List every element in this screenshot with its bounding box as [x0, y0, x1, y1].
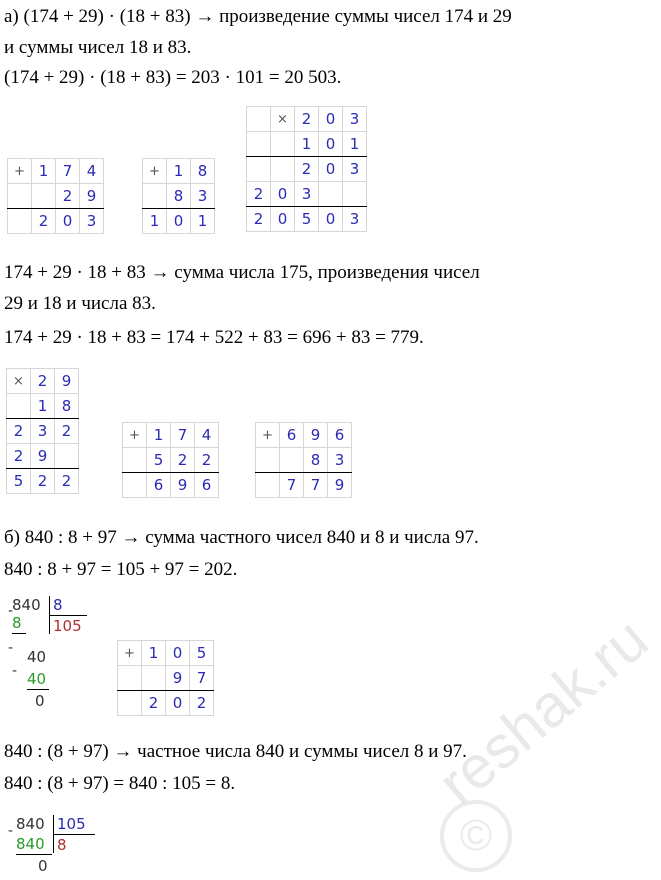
grid-cell: 1 [142, 641, 166, 666]
line-a-description: и суммы чисел 18 и 83. [4, 37, 192, 58]
grid-cell [123, 448, 147, 473]
line-a-expression: а) (174 + 29) · (18 + 83) → произведение суммы чисел 174 и 29 [4, 6, 512, 27]
grid-cell [319, 182, 343, 207]
grid-cell: 9 [328, 473, 352, 498]
sum-174-522-grid [122, 422, 219, 498]
line-b-result: 840 : 8 + 97 = 105 + 97 = 202. [4, 559, 238, 580]
grid-cell: 5 [7, 469, 31, 494]
grid-cell: 1 [32, 159, 56, 184]
grid-cell: 0 [319, 107, 343, 132]
grid-cell: 2 [31, 469, 55, 494]
sum-174-29-grid [7, 158, 104, 234]
grid-cell: 2 [55, 419, 79, 444]
product-29-18-grid [6, 368, 79, 494]
line-b-expression: б) 840 : 8 + 97 → сумма частного чисел 840 и 8 и числа 97. [4, 527, 479, 548]
grid-cell: 0 [166, 691, 190, 716]
grid-cell: 7 [280, 473, 304, 498]
watermark-text: reshak.ru [425, 604, 661, 818]
grid-row [123, 448, 219, 473]
grid-row [247, 182, 367, 207]
divisor: 8 [53, 596, 63, 614]
grid-row [7, 469, 79, 494]
grid-cell: 4 [195, 423, 219, 448]
line-a-result: (174 + 29) · (18 + 83) = 203 · 101 = 20 503. [4, 67, 342, 88]
grid-cell: 3 [343, 207, 367, 232]
grid-cell: 1 [295, 132, 319, 157]
grid-cell: 3 [295, 182, 319, 207]
grid-cell: 0 [319, 132, 343, 157]
grid-cell: 3 [343, 157, 367, 182]
grid-row [8, 159, 104, 184]
remainder-1: 40 [27, 648, 47, 666]
grid-row [256, 473, 352, 498]
grid-cell: 2 [171, 448, 195, 473]
line-a2-result: 174 + 29 · 18 + 83 = 174 + 522 + 83 = 696 + 83 = 779. [4, 327, 424, 348]
line-b2-expression: 840 : (8 + 97) → частное числа 840 и суммы чисел 8 и 97. [4, 741, 467, 762]
quotient: 105 [53, 617, 82, 635]
grid-cell: 6 [280, 423, 304, 448]
grid-cell: 3 [343, 107, 367, 132]
grid-cell: 2 [295, 157, 319, 182]
grid-cell: 9 [55, 369, 79, 394]
grid-cell [142, 666, 166, 691]
line-b2-result: 840 : (8 + 97) = 840 : 105 = 8. [4, 773, 236, 794]
grid-cell: 3 [80, 209, 104, 234]
long-division-840-by-105 [4, 813, 114, 879]
grid-cell: 3 [31, 419, 55, 444]
grid-cell: 1 [191, 209, 215, 234]
grid-cell [55, 444, 79, 469]
grid-cell: 2 [55, 469, 79, 494]
grid-cell: 1 [343, 132, 367, 157]
dividend: 840 [16, 815, 45, 833]
grid-cell: × [271, 107, 295, 132]
grid-cell: 2 [142, 691, 166, 716]
line-a2-expression: 174 + 29 · 18 + 83 → сумма числа 175, произведения чисел [4, 262, 480, 283]
grid-row [247, 157, 367, 182]
grid-cell: 9 [304, 423, 328, 448]
grid-row [118, 666, 214, 691]
grid-cell [280, 448, 304, 473]
grid-cell: 8 [304, 448, 328, 473]
grid-cell [256, 473, 280, 498]
grid-cell [8, 209, 32, 234]
grid-cell: 2 [247, 207, 271, 232]
grid-cell: × [7, 369, 31, 394]
grid-cell: 6 [328, 423, 352, 448]
grid-cell: 0 [167, 209, 191, 234]
grid-row [123, 473, 219, 498]
grid-cell [271, 157, 295, 182]
grid-cell: 2 [247, 182, 271, 207]
grid-cell: + [8, 159, 32, 184]
grid-cell: 9 [171, 473, 195, 498]
subtrahend: 840 [16, 835, 45, 853]
grid-cell [118, 691, 142, 716]
grid-row [247, 207, 367, 232]
grid-cell: 0 [319, 157, 343, 182]
grid-cell: + [118, 641, 142, 666]
grid-cell [118, 666, 142, 691]
sum-696-83-grid [255, 422, 352, 498]
grid-cell [247, 132, 271, 157]
grid-cell: 1 [31, 394, 55, 419]
grid-cell: 0 [271, 182, 295, 207]
grid-row [118, 641, 214, 666]
product-203-101-grid [246, 106, 367, 232]
grid-cell: 0 [56, 209, 80, 234]
grid-cell: 7 [56, 159, 80, 184]
grid-cell: 8 [167, 184, 191, 209]
grid-cell: 2 [31, 369, 55, 394]
remainder: 0 [38, 857, 48, 875]
grid-cell: 3 [191, 184, 215, 209]
grid-row [8, 184, 104, 209]
minus-sign: - [8, 823, 14, 839]
quotient: 8 [57, 836, 67, 854]
grid-row [143, 209, 215, 234]
grid-row [143, 159, 215, 184]
copyright-icon: © [440, 800, 512, 872]
grid-cell: + [123, 423, 147, 448]
grid-cell: + [143, 159, 167, 184]
grid-cell: 1 [167, 159, 191, 184]
grid-cell: 2 [7, 419, 31, 444]
grid-cell [123, 473, 147, 498]
grid-cell: 9 [31, 444, 55, 469]
grid-cell: 2 [7, 444, 31, 469]
sum-18-83-grid [142, 158, 215, 234]
grid-cell: 4 [80, 159, 104, 184]
grid-cell: 2 [32, 209, 56, 234]
grid-cell: 2 [295, 107, 319, 132]
long-division-840-by-8 [4, 594, 104, 724]
grid-cell: 7 [171, 423, 195, 448]
grid-cell: 7 [304, 473, 328, 498]
grid-cell: 0 [271, 207, 295, 232]
grid-row [7, 419, 79, 444]
grid-cell: 5 [295, 207, 319, 232]
grid-cell: 2 [56, 184, 80, 209]
grid-cell: 6 [147, 473, 171, 498]
grid-cell [8, 184, 32, 209]
grid-row [7, 444, 79, 469]
grid-row [7, 369, 79, 394]
subtrahend-1: 8 [12, 614, 22, 632]
grid-cell: 2 [195, 448, 219, 473]
grid-cell: 5 [147, 448, 171, 473]
dividend: 840 [12, 596, 41, 614]
grid-cell: 2 [190, 691, 214, 716]
grid-row [143, 184, 215, 209]
grid-row [8, 209, 104, 234]
grid-cell: 9 [166, 666, 190, 691]
grid-row [7, 394, 79, 419]
grid-cell: 8 [55, 394, 79, 419]
grid-row [247, 132, 367, 157]
grid-cell: 0 [166, 641, 190, 666]
minus-sign-3: - [12, 663, 18, 679]
grid-cell [256, 448, 280, 473]
grid-cell: 1 [147, 423, 171, 448]
grid-cell [343, 182, 367, 207]
line-a2-description: 29 и 18 и числа 83. [4, 293, 156, 314]
grid-cell: 8 [191, 159, 215, 184]
grid-cell: 6 [195, 473, 219, 498]
grid-cell [247, 107, 271, 132]
grid-row [256, 448, 352, 473]
subtrahend-2: 40 [27, 670, 47, 688]
grid-row [256, 423, 352, 448]
grid-cell: 5 [190, 641, 214, 666]
grid-cell: 7 [190, 666, 214, 691]
grid-cell: 9 [80, 184, 104, 209]
grid-cell: 1 [143, 209, 167, 234]
divisor: 105 [57, 815, 86, 833]
grid-cell: 3 [328, 448, 352, 473]
grid-cell [7, 394, 31, 419]
grid-cell: + [256, 423, 280, 448]
grid-cell [143, 184, 167, 209]
minus-sign-2: - [8, 640, 14, 656]
grid-cell: 0 [319, 207, 343, 232]
grid-row [247, 107, 367, 132]
grid-row [118, 691, 214, 716]
remainder-2: 0 [35, 692, 45, 710]
grid-cell [247, 157, 271, 182]
grid-row [123, 423, 219, 448]
minus-sign: - [8, 603, 14, 619]
grid-cell [271, 132, 295, 157]
sum-105-97-grid [117, 640, 214, 716]
grid-cell [32, 184, 56, 209]
